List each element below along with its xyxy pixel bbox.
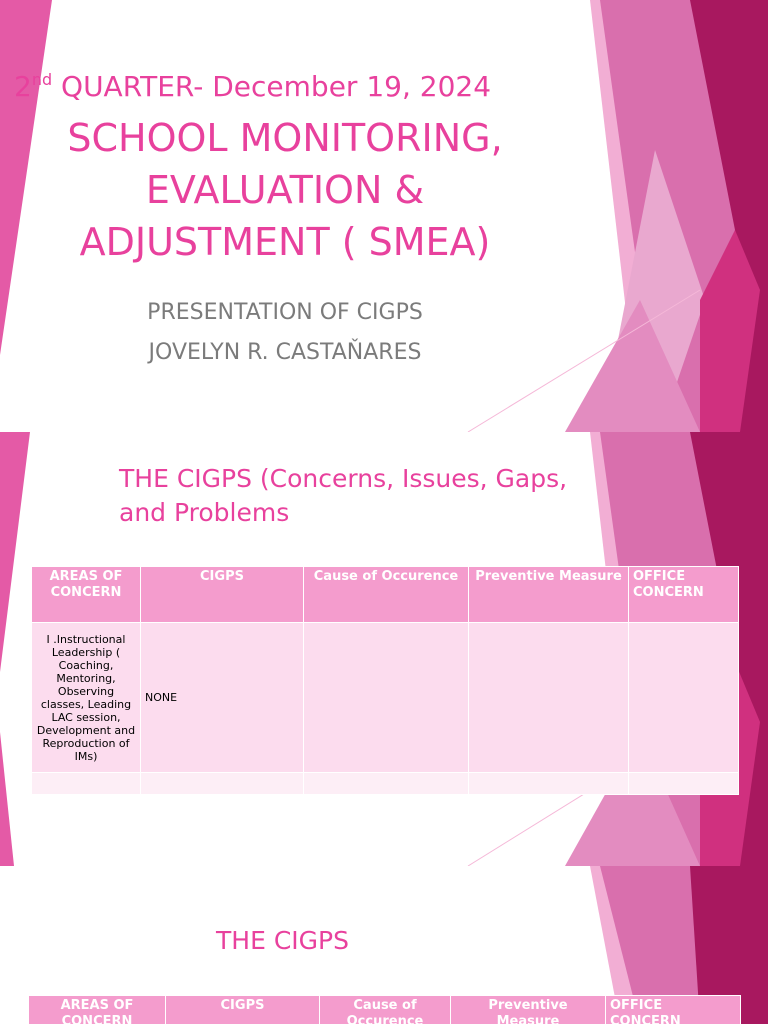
cigps-table bbox=[31, 566, 739, 795]
heading-line-1: THE CIGPS (Concerns, Issues, Gaps, bbox=[119, 464, 568, 493]
header-areas-of-concern: AREAS OF CONCERN bbox=[29, 996, 166, 1024]
cell-office bbox=[629, 623, 739, 773]
header-cause: Cause of Occurence bbox=[320, 996, 451, 1024]
cigps-slide-2 bbox=[0, 866, 768, 1024]
quarter-suffix: nd bbox=[31, 70, 53, 89]
table-header-row bbox=[29, 996, 741, 1024]
quarter-number: 2 bbox=[14, 70, 32, 103]
cell-office bbox=[629, 773, 739, 795]
cell-preventive bbox=[469, 773, 629, 795]
header-preventive: Preventive Measure bbox=[451, 996, 606, 1024]
header-cause: Cause of Occurence bbox=[304, 567, 469, 623]
header-preventive: Preventive Measure bbox=[469, 567, 629, 623]
table-row bbox=[32, 623, 739, 773]
heading-line-2: and Problems bbox=[119, 498, 290, 527]
cell-cigps bbox=[141, 773, 304, 795]
table-row bbox=[32, 773, 739, 795]
cigps-heading: THE CIGPS bbox=[216, 926, 349, 955]
slide-title bbox=[20, 112, 550, 268]
title-slide bbox=[0, 0, 768, 432]
title-line-1: SCHOOL MONITORING, bbox=[67, 116, 503, 160]
header-areas-of-concern: AREAS OF CONCERN bbox=[32, 567, 141, 623]
presenter-name: JOVELYN R. CASTAŇARES bbox=[148, 340, 422, 365]
cell-preventive bbox=[469, 623, 629, 773]
cell-cigps: NONE bbox=[141, 623, 304, 773]
table-header-row bbox=[32, 567, 739, 623]
cell-cause bbox=[304, 773, 469, 795]
title-line-2: EVALUATION & bbox=[145, 168, 425, 212]
cigps-slide bbox=[0, 432, 768, 866]
header-cigps: CIGPS bbox=[166, 996, 320, 1024]
cell-cause bbox=[304, 623, 469, 773]
title-line-3: ADJUSTMENT ( SMEA) bbox=[79, 220, 491, 264]
cigps-heading bbox=[119, 462, 659, 530]
header-cigps: CIGPS bbox=[141, 567, 304, 623]
quarter-date bbox=[14, 70, 491, 103]
cell-area bbox=[32, 773, 141, 795]
header-office-concern: OFFICE CONCERN bbox=[606, 996, 741, 1024]
cell-area: I .Instructional Leadership ( Coaching, Mentoring, Observing classes, Leading LAC session, Development and Reproduction of IMs) bbox=[32, 623, 141, 773]
presentation-subtitle: PRESENTATION OF CIGPS bbox=[147, 300, 423, 325]
cigps-table bbox=[28, 995, 741, 1024]
header-office-concern: OFFICE CONCERN bbox=[629, 567, 739, 623]
quarter-text: QUARTER- December 19, 2024 bbox=[52, 70, 492, 103]
